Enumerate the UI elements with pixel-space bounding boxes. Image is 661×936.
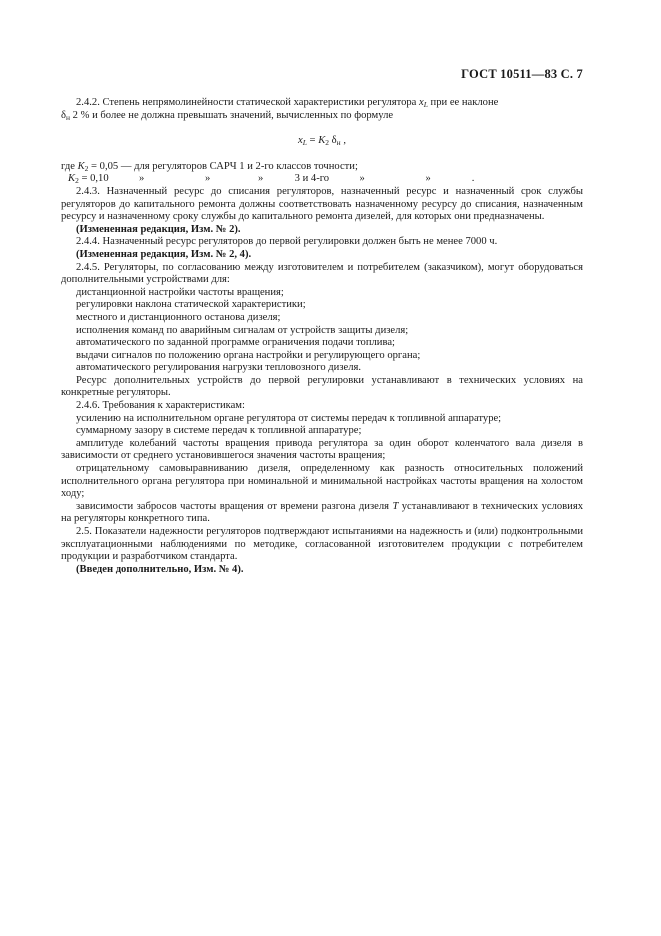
paragraph: регулировки наклона статической характеристики; bbox=[76, 299, 306, 311]
clause-time-dependence: зависимости забросов частоты вращения от времени разгона дизеля T устанавливают в технических условиях на регуляторы конкретного типа. bbox=[61, 500, 583, 525]
clauses-2-4-3-to-2-4-6 bbox=[61, 186, 583, 501]
document-body bbox=[61, 97, 583, 576]
amendment-note: (Измененная редакция, Изм. № 2, 4). bbox=[76, 248, 252, 260]
paragraph: исполнения команд по аварийным сигналам от устройств защиты дизеля; bbox=[76, 324, 409, 336]
paragraph: 2.4.6. Требования к характеристикам: bbox=[76, 400, 245, 412]
formula: $x_L = K_2$ $\delta_н$ , bbox=[298, 135, 346, 148]
paragraph: автоматического регулирования нагрузки тепловозного дизеля. bbox=[76, 362, 362, 374]
paragraph: суммарному зазору в системе передач к топливной аппаратуре; bbox=[76, 425, 362, 437]
where-line-2: $K_2 = 0,10$ » » » 3 и 4-го » » . bbox=[68, 173, 475, 186]
paragraph: амплитуде колебаний частоты вращения привода регулятора за один оборот коленчатого вала дизеля в зависимости от среднего установившегося значения частоты вращения; bbox=[61, 437, 583, 462]
paragraph: 2.4.5. Регуляторы, по согласованию между изготовителем и потребителем (заказчиком), могут оборудоваться дополнительными устройствами для: bbox=[61, 261, 583, 286]
paragraph: усилению на исполнительном органе регулятора от системы передач к топливной аппаратуре; bbox=[76, 412, 502, 424]
where-line-1: где $K_2 = 0,05$ — для регуляторов САРЧ 1 и 2-го классов точности; bbox=[61, 160, 358, 173]
paragraph: дистанционной настройки частоты вращения; bbox=[76, 286, 284, 298]
page-header: ГОСТ 10511—83 С. 7 bbox=[461, 67, 583, 81]
paragraph: 2.5. Показатели надежности регуляторов подтверждают испытаниями на надежность и (или) подконтрольными эксплуатационными наблюдениями по методике, согласованной изготовителем продукции с потребителем продукции и разработчиком стандарта. bbox=[61, 526, 583, 563]
paragraph: отрицательному самовыравниванию дизеля, определенному как разность относительных положений исполнительного органа регулятора при номинальной и минимальной настройках частоты вращения на холостом ходу; bbox=[61, 463, 583, 500]
paragraph: Ресурс дополнительных устройств до первой регулировки устанавливают в технических условиях на конкретные регуляторы. bbox=[61, 374, 583, 399]
paragraph: автоматического по заданной программе ограничения подачи топлива; bbox=[76, 337, 395, 349]
amendment-note: (Введен дополнительно, Изм. № 4). bbox=[76, 563, 244, 575]
paragraph: местного и дистанционного останова дизеля; bbox=[76, 311, 281, 323]
amendment-note: (Измененная редакция, Изм. № 2). bbox=[76, 223, 241, 235]
clause-2-4-2: 2.4.2. Степень непрямолинейности статической характеристики регулятора $x_L$ при ее наклоне $\delta_н$ 2 % и более не должна превышать значений, вычисленных по формуле bbox=[61, 97, 499, 122]
paragraph: выдачи сигналов по положению органа настройки и регулирующего органа; bbox=[76, 349, 421, 361]
paragraph: 2.4.4. Назначенный ресурс регуляторов до первой регулировки должен быть не менее 7000 ч. bbox=[76, 236, 498, 248]
clause-2-5 bbox=[61, 526, 583, 576]
paragraph: 2.4.3. Назначенный ресурс до списания регуляторов, назначенный ресурс и назначенный срок службы регуляторов до капитального ремонта должны соответствовать назначенному ресурсу до списания, назначенным ресурсу и назначенному сроку службы до капитального ремонта дизелей, для которых они предназначены. bbox=[61, 185, 583, 223]
